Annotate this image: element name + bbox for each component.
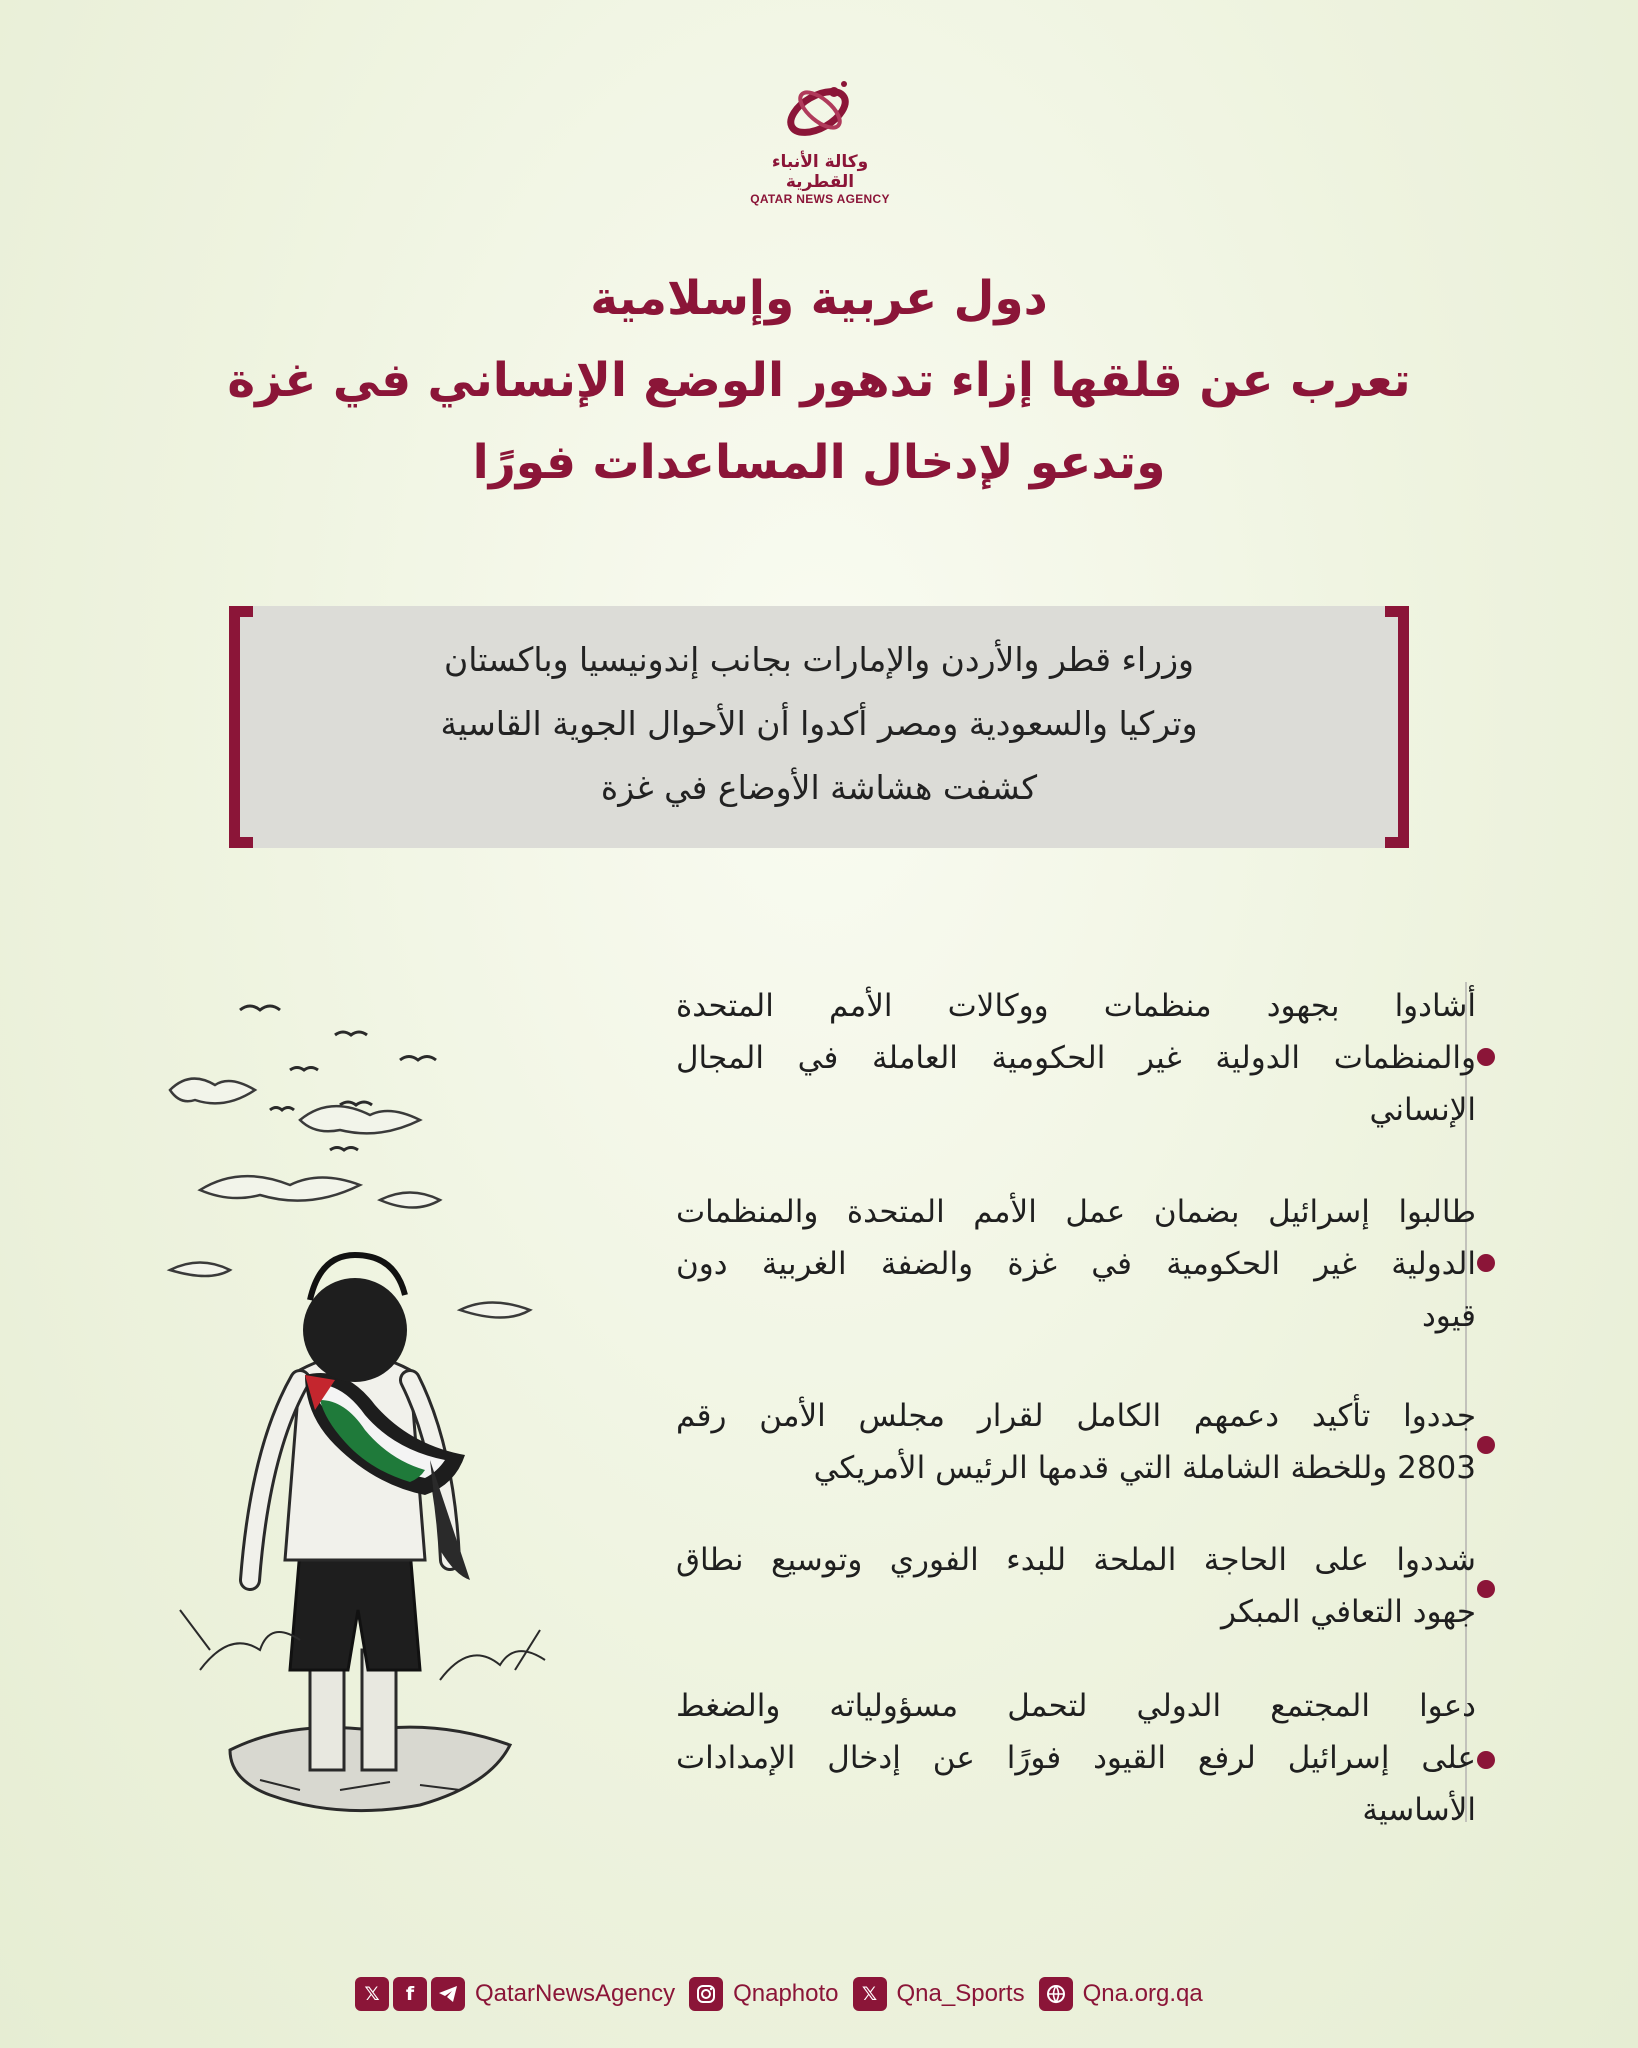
- bullet-dot-icon: [1477, 1751, 1495, 1769]
- point-line: على إسرائيل لرفع القيود فورًا عن إدخال الإمدادات: [676, 1740, 1476, 1776]
- point-line: الدولية غير الحكومية في غزة والضفة الغربية دون: [676, 1246, 1476, 1282]
- point-line: طالبوا إسرائيل بضمان عمل الأمم المتحدة والمنظمات: [676, 1194, 1476, 1230]
- x-icon[interactable]: 𝕏: [853, 1977, 887, 2011]
- bullet-dot-icon: [1477, 1048, 1495, 1066]
- child-with-flag-illustration: [140, 990, 590, 1860]
- point-line: قيود: [1422, 1298, 1476, 1334]
- footer-social-bar: [355, 1972, 1295, 2016]
- list-item: [676, 1186, 1476, 1342]
- social-handle-sports[interactable]: Qna_Sports: [896, 1980, 1025, 2007]
- point-line: 2803 وللخطة الشاملة التي قدمها الرئيس الأمريكي: [813, 1450, 1476, 1486]
- headline-line-2: تعرب عن قلقها إزاء تدهور الوضع الإنساني في غزة: [227, 353, 1411, 408]
- point-line: الأساسية: [1362, 1792, 1476, 1828]
- agency-logo: [745, 70, 895, 206]
- point-line: أشادوا بجهود منظمات ووكالات الأمم المتحدة: [676, 988, 1476, 1024]
- instagram-icon[interactable]: [689, 1977, 723, 2011]
- point-line: شددوا على الحاجة الملحة للبدء الفوري وتوسيع نطاق: [676, 1542, 1476, 1578]
- point-line: دعوا المجتمع الدولي لتحمل مسؤولياته والضغط: [676, 1688, 1476, 1724]
- quote-line: وتركيا والسعودية ومصر أكدوا أن الأحوال الجوية القاسية: [440, 704, 1198, 743]
- facebook-icon[interactable]: f: [393, 1977, 427, 2011]
- website-link[interactable]: Qna.org.qa: [1082, 1980, 1203, 2007]
- agency-name-english: QATAR NEWS AGENCY: [750, 192, 890, 206]
- quote-line: كشفت هشاشة الأوضاع في غزة: [600, 768, 1038, 807]
- x-icon[interactable]: 𝕏: [355, 1977, 389, 2011]
- telegram-icon[interactable]: [431, 1977, 465, 2011]
- left-bracket: [229, 606, 253, 848]
- bullet-dot-icon: [1477, 1580, 1495, 1598]
- point-line: جددوا تأكيد دعمهم الكامل لقرار مجلس الأمن رقم: [676, 1398, 1476, 1434]
- headline: [150, 258, 1488, 504]
- quote-box: [229, 606, 1409, 848]
- headline-line-1: دول عربية وإسلامية: [590, 271, 1048, 326]
- point-line: الإنساني: [1369, 1092, 1476, 1128]
- point-line: جهود التعافي المبكر: [1220, 1594, 1476, 1630]
- list-item: [676, 1680, 1476, 1836]
- point-line: والمنظمات الدولية غير الحكومية العاملة في المجال: [676, 1040, 1476, 1076]
- list-item: [676, 1534, 1476, 1638]
- bullet-dot-icon: [1477, 1436, 1495, 1454]
- qna-emblem-icon: [780, 70, 860, 150]
- bullet-dot-icon: [1477, 1254, 1495, 1272]
- social-handle-main[interactable]: QatarNewsAgency: [475, 1980, 676, 2007]
- list-item: [676, 980, 1476, 1136]
- headline-line-3: وتدعو لإدخال المساعدات فورًا: [472, 435, 1166, 490]
- list-item: [676, 1390, 1476, 1494]
- globe-icon[interactable]: [1039, 1977, 1073, 2011]
- quote-text: [309, 628, 1329, 820]
- right-bracket: [1385, 606, 1409, 848]
- social-handle-photo[interactable]: Qnaphoto: [733, 1980, 839, 2007]
- quote-line: وزراء قطر والأردن والإمارات بجانب إندونيسيا وباكستان: [443, 640, 1194, 679]
- agency-name-arabic: وكالة الأنباء القطرية: [771, 152, 869, 192]
